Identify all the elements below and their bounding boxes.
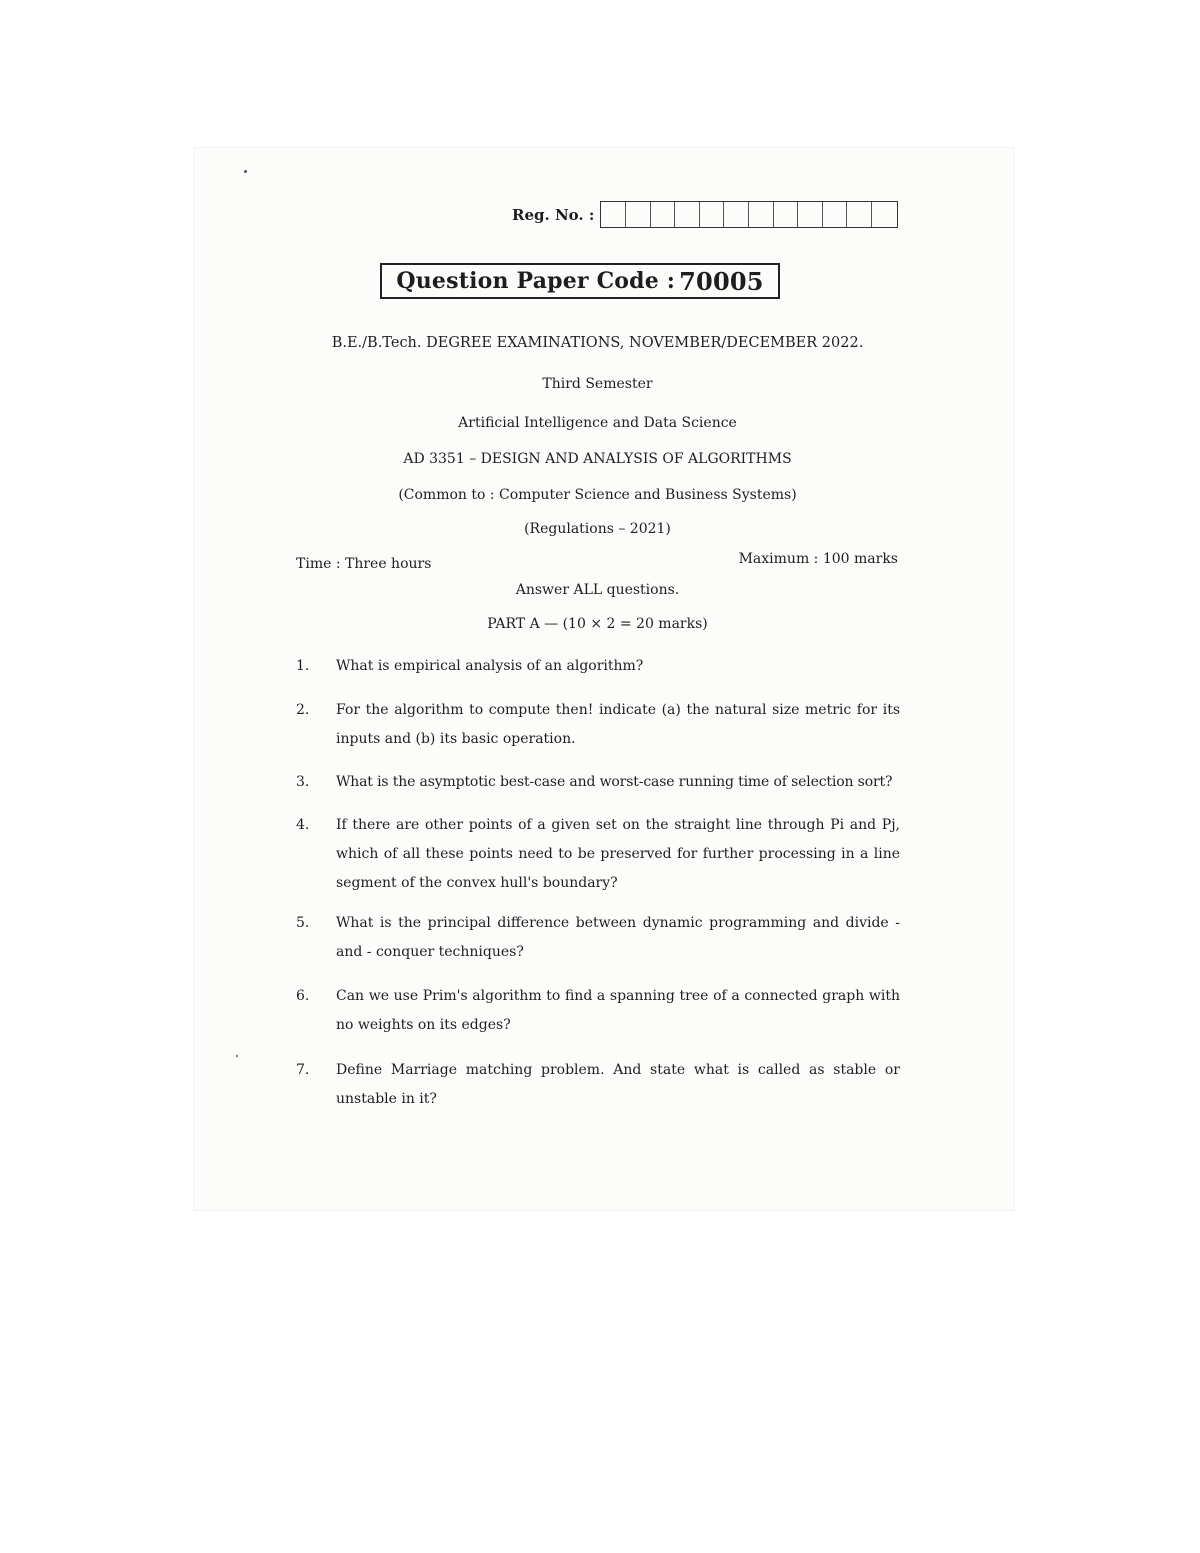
question-number: 6. xyxy=(296,988,310,1004)
question-paper-code-box xyxy=(380,263,780,299)
question-number: 2. xyxy=(296,702,310,718)
question-text: What is the principal difference between dynamic programming and divide - and - conquer techniques? xyxy=(336,915,900,960)
course-title: AD 3351 – DESIGN AND ANALYSIS OF ALGORITHMS xyxy=(403,451,792,467)
reg-no-boxes xyxy=(600,201,897,228)
question-text: What is the asymptotic best-case and worst-case running time of selection sort? xyxy=(336,774,893,790)
question-number: 4. xyxy=(296,817,310,833)
exam-time: Time : Three hours xyxy=(296,556,432,572)
question-item xyxy=(296,652,900,681)
reg-no-label: Reg. No. : xyxy=(512,205,595,224)
reg-no-box xyxy=(847,202,872,227)
reg-no-box xyxy=(872,202,897,227)
scan-speck xyxy=(236,1055,238,1057)
reg-no-box xyxy=(749,202,774,227)
common-to: (Common to : Computer Science and Business Systems) xyxy=(398,487,797,503)
reg-no-box xyxy=(675,202,700,227)
paper-code-label: Question Paper Code : xyxy=(396,268,676,294)
reg-no-box xyxy=(651,202,676,227)
reg-no-box xyxy=(798,202,823,227)
part-heading: PART A — (10 × 2 = 20 marks) xyxy=(487,616,708,632)
reg-no-box xyxy=(626,202,651,227)
scan-speck xyxy=(244,170,247,173)
exam-title: B.E./B.Tech. DEGREE EXAMINATIONS, NOVEMBER/DECEMBER 2022. xyxy=(331,335,864,351)
max-marks: Maximum : 100 marks xyxy=(738,551,898,567)
question-text: If there are other points of a given set on the straight line through Pi and Pj, which of all these points need to be preserved for further processing in a line segment of the convex hull's boundary? xyxy=(336,817,900,891)
instruction: Answer ALL questions. xyxy=(515,582,680,598)
question-text: Can we use Prim's algorithm to find a spanning tree of a connected graph with no weights on its edges? xyxy=(336,988,900,1033)
question-item xyxy=(296,982,900,1040)
question-number: 7. xyxy=(296,1062,310,1078)
reg-no-box xyxy=(724,202,749,227)
question-item xyxy=(296,768,900,797)
reg-no-box xyxy=(774,202,799,227)
semester: Third Semester xyxy=(542,376,653,392)
reg-no-box xyxy=(700,202,725,227)
question-item xyxy=(296,811,900,898)
department: Artificial Intelligence and Data Science xyxy=(458,415,737,431)
reg-no-box xyxy=(601,202,626,227)
regulations: (Regulations – 2021) xyxy=(524,521,671,537)
paper-code: 70005 xyxy=(679,266,764,296)
question-number: 1. xyxy=(296,658,310,674)
question-text: For the algorithm to compute then! indicate (a) the natural size metric for its inputs and (b) its basic operation. xyxy=(336,702,900,747)
question-text: Define Marriage matching problem. And state what is called as stable or unstable in it? xyxy=(336,1062,900,1107)
question-item xyxy=(296,909,900,967)
question-number: 5. xyxy=(296,915,310,931)
question-number: 3. xyxy=(296,774,310,790)
reg-no xyxy=(512,201,898,228)
question-item xyxy=(296,696,900,754)
question-text: What is empirical analysis of an algorithm? xyxy=(336,658,644,674)
question-item xyxy=(296,1056,900,1114)
reg-no-box xyxy=(823,202,848,227)
